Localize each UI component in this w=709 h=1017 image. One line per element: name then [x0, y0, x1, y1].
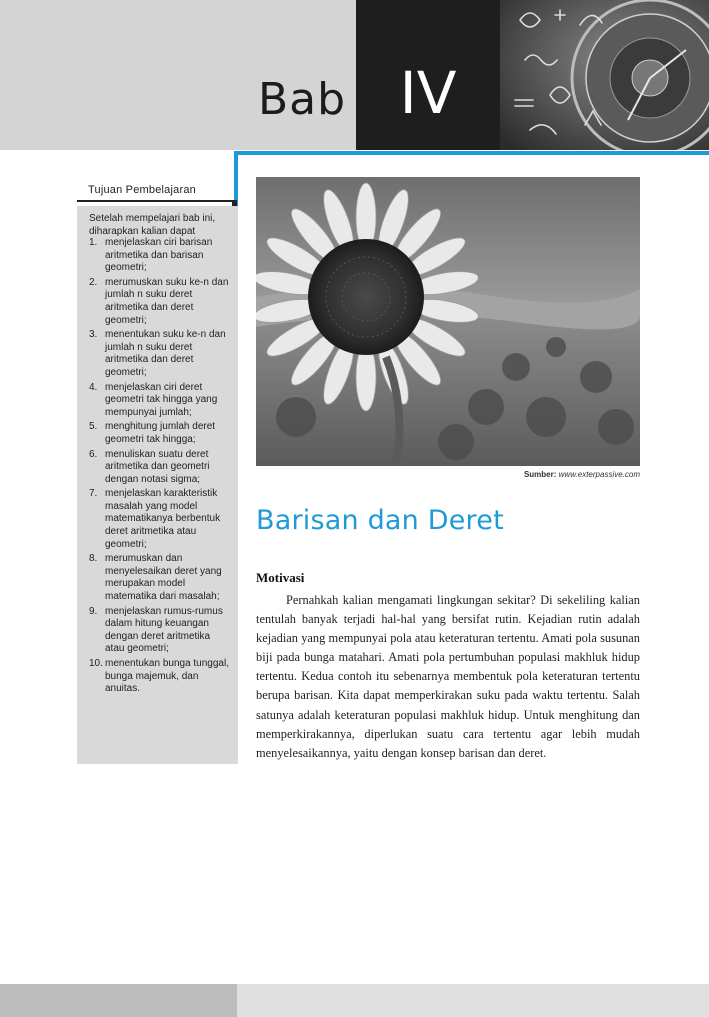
footer-band-right [237, 984, 709, 1017]
list-item: 5. menghitung jumlah deret geometri tak hingga; [89, 421, 216, 445]
clock-formula-illustration [500, 0, 709, 150]
source-label: Sumber: [523, 470, 557, 479]
chapter-number: IV [399, 59, 457, 127]
footer-band-left [0, 984, 237, 1017]
list-item: 1. menjelaskan ciri barisan aritmetika dan barisan geometri; [89, 237, 213, 274]
list-item: 3. menentukan suku ke-n dan jumlah n suku deret aritmetika dan deret geometri; [89, 329, 226, 378]
accent-line-horizontal [234, 151, 709, 155]
list-item: 4. menjelaskan ciri deret geometri tak hingga yang mempunyai jumlah; [89, 381, 218, 418]
sunflower-photo [256, 177, 640, 466]
bab-label: Bab [258, 74, 347, 125]
section-heading: Motivasi [256, 570, 305, 585]
learning-objectives-intro: Setelah mempelajari bab ini, diharapkan kalian dapat [89, 213, 216, 237]
list-item: 2. merumuskan suku ke-n dan jumlah n suku deret aritmetika dan deret geometri; [89, 276, 229, 326]
list-item: 6. menuliskan suatu deret aritmetika dan geometri dengan notasi sigma; [89, 448, 210, 485]
list-item: 10. menentukan bunga tunggal, bunga majemuk, dan anuitas. [89, 658, 229, 695]
sidebar-rule [77, 200, 237, 202]
list-item: 8. merumuskan dan menyelesaikan deret yang merupakan model matematika dari masalah; [89, 553, 222, 603]
learning-objectives-list [89, 237, 231, 698]
chapter-number-box [356, 0, 500, 150]
list-item: 9. menjelaskan rumus-rumus dalam hitung keuangan dengan deret aritmetika atau geometri; [89, 605, 223, 655]
list-item: 7. menjelaskan karakteristik masalah yang model matematikanya berbentuk deret aritmetika atau geometri; [89, 488, 221, 550]
learning-objectives-heading: Tujuan Pembelajaran [88, 184, 196, 196]
chapter-title: Barisan dan Deret [256, 505, 504, 536]
source-url: www.exterpassive.com [558, 470, 640, 479]
motivation-paragraph: Pernahkah kalian mengamati lingkungan sekitar? Di sekeliling kalian tentulah banyak terjadi hal-hal yang bersifat rutin. Kejadian rutin adalah kejadian yang mempunyai pola atau keteraturan tertentu. Amati pola susunan biji pada bunga matahari. Amati pola pertumbuhan populasi makhluk hidup tertentu. Kedua contoh itu sebenarnya membentuk pola keteraturan tertentu berupa barisan. Kita dapat memperkirakan suku pada waktu tertentu. Salah satunya adalah keteraturan populasi makhluk hidup. Untuk menghitung dan memperkirakannya, diperlukan suatu cara tertentu agar lebih mudah menyelesaikannya, yaitu dengan konsep barisan dan deret. [256, 593, 640, 760]
photo-source [256, 470, 640, 479]
